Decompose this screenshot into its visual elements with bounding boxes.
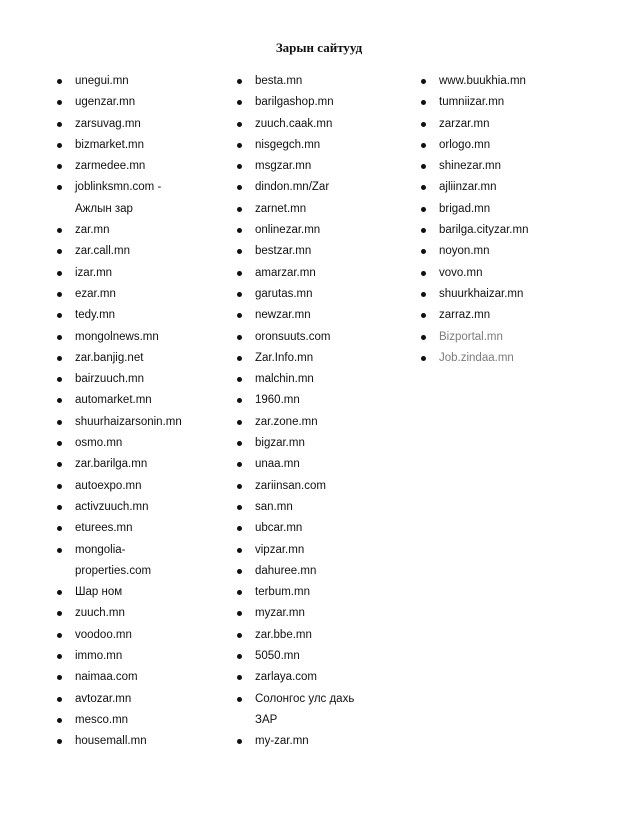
site-name: onlinezar.mn: [255, 224, 321, 237]
list-item: [57, 156, 182, 177]
bullet-icon: [237, 228, 242, 233]
list-item: [421, 92, 528, 113]
bullet-icon: [421, 185, 426, 190]
site-name: immo.mn: [75, 650, 123, 663]
list-item: [421, 348, 528, 369]
site-name: zarnet.mn: [255, 202, 307, 215]
list-item: [237, 518, 354, 539]
bullet-icon: [57, 697, 62, 702]
bullet-icon: [237, 590, 242, 595]
bullet-icon: [421, 335, 426, 340]
site-name: bestzar.mn: [255, 245, 312, 258]
list-item: [57, 497, 182, 518]
site-name: oronsuuts.com: [255, 330, 331, 343]
bullet-icon: [57, 505, 62, 510]
list-item: [237, 412, 354, 433]
list-item: [237, 92, 354, 113]
list-item: [237, 433, 354, 454]
site-name: ЗАР: [255, 713, 278, 726]
list-item: [421, 220, 528, 241]
bullet-icon: [57, 398, 62, 403]
site-name: ezar.mn: [75, 287, 116, 300]
list-item: [421, 305, 528, 326]
site-name: dahuree.mn: [255, 564, 317, 577]
site-name: www.buukhia.mn: [439, 75, 526, 87]
site-name: amarzar.mn: [255, 266, 316, 279]
bullet-icon: [237, 122, 242, 127]
site-name: zar.barilga.mn: [75, 458, 148, 471]
list-item: [57, 710, 182, 731]
list-item: [237, 497, 354, 518]
bullet-icon: [237, 249, 242, 254]
bullet-icon: [57, 739, 62, 744]
site-name: msgzar.mn: [255, 160, 312, 173]
site-name: properties.com: [75, 564, 152, 577]
bullet-icon: [421, 249, 426, 254]
site-name: Bizportal.mn: [439, 330, 503, 343]
bullet-icon: [237, 185, 242, 190]
bullet-icon: [421, 164, 426, 169]
site-name: zarraz.mn: [439, 309, 491, 322]
site-name: Солонгос улс дахь: [255, 692, 355, 705]
list-item: [57, 390, 182, 411]
bullet-icon: [57, 292, 62, 297]
site-name: vipzar.mn: [255, 543, 305, 556]
list-item: [421, 199, 528, 220]
site-list-column-3: [421, 71, 528, 369]
site-name: activzuuch.mn: [75, 500, 149, 513]
list-item: [237, 390, 354, 411]
bullet-icon: [237, 484, 242, 489]
bullet-icon: [57, 718, 62, 723]
list-item: [237, 625, 354, 646]
site-name: zarmedee.mn: [75, 160, 146, 173]
list-item: [57, 731, 182, 752]
site-name: zuuch.mn: [75, 607, 125, 620]
list-item: [237, 220, 354, 241]
list-item: [237, 369, 354, 390]
bullet-icon: [57, 633, 62, 638]
site-name: voodoo.mn: [75, 628, 132, 641]
site-name: myzar.mn: [255, 607, 305, 620]
site-name: garutas.mn: [255, 287, 313, 300]
bullet-icon: [237, 420, 242, 425]
bullet-icon: [237, 526, 242, 531]
bullet-icon: [421, 207, 426, 212]
site-name: zariinsan.com: [255, 479, 326, 492]
bullet-icon: [57, 654, 62, 659]
list-item: [57, 582, 182, 603]
site-name: housemall.mn: [75, 735, 147, 748]
site-name: barilga.cityzar.mn: [439, 224, 529, 237]
list-item: [57, 135, 182, 156]
site-name: zarsuvag.mn: [75, 117, 141, 130]
list-item: [57, 433, 182, 454]
site-name: vovo.mn: [439, 266, 483, 279]
site-name: brigad.mn: [439, 202, 491, 215]
list-item: [237, 135, 354, 156]
site-name: automarket.mn: [75, 394, 152, 407]
bullet-icon: [57, 377, 62, 382]
bullet-icon: [237, 398, 242, 403]
site-name: eturees.mn: [75, 522, 133, 535]
site-name: autoexpo.mn: [75, 479, 142, 492]
list-item: [421, 156, 528, 177]
list-item: [237, 667, 354, 688]
bullet-icon: [237, 164, 242, 169]
bullet-icon: [237, 356, 242, 361]
site-name: bizmarket.mn: [75, 138, 145, 151]
list-item: [237, 731, 354, 752]
list-item: [57, 263, 182, 284]
bullet-icon: [57, 548, 62, 553]
list-item: [57, 625, 182, 646]
list-item: [237, 199, 354, 220]
site-name: dindon.mn/Zar: [255, 181, 330, 194]
site-name: zar.zone.mn: [255, 415, 318, 428]
site-list-column-1: [57, 71, 182, 753]
bullet-icon: [57, 122, 62, 127]
list-item: [57, 114, 182, 135]
bullet-icon: [237, 377, 242, 382]
list-item: [57, 646, 182, 667]
bullet-icon: [237, 292, 242, 297]
list-item: [237, 646, 354, 667]
site-name: bigzar.mn: [255, 437, 305, 450]
bullet-icon: [57, 185, 62, 190]
site-name: malchin.mn: [255, 373, 314, 386]
site-name: Ажлын зар: [75, 202, 133, 215]
bullet-icon: [57, 420, 62, 425]
list-item: [57, 476, 182, 497]
bullet-icon: [57, 79, 62, 84]
site-name: terbum.mn: [255, 586, 310, 599]
list-item: [237, 582, 354, 603]
list-item: [57, 305, 182, 326]
site-name: tedy.mn: [75, 309, 116, 322]
site-name: ugenzar.mn: [75, 96, 136, 109]
list-item: [237, 603, 354, 624]
bullet-icon: [237, 100, 242, 105]
bullet-icon: [57, 526, 62, 531]
list-item: [57, 327, 182, 348]
bullet-icon: [237, 548, 242, 553]
bullet-icon: [57, 164, 62, 169]
bullet-icon: [57, 356, 62, 361]
bullet-icon: [421, 143, 426, 148]
list-item-continuation: [57, 199, 182, 220]
list-item: [237, 327, 354, 348]
bullet-icon: [57, 313, 62, 318]
bullet-icon: [57, 335, 62, 340]
list-item: [57, 348, 182, 369]
site-name: zarlaya.com: [255, 671, 317, 684]
site-name: zar.call.mn: [75, 245, 130, 258]
site-name: my-zar.mn: [255, 735, 309, 748]
site-name: Шар ном: [75, 586, 123, 599]
list-item: [421, 135, 528, 156]
bullet-icon: [237, 271, 242, 276]
list-item-continuation: [237, 710, 354, 731]
site-name: zarzar.mn: [439, 117, 490, 130]
list-item: [421, 71, 528, 92]
list-item: [57, 518, 182, 539]
bullet-icon: [57, 611, 62, 616]
site-name: ubcar.mn: [255, 522, 303, 535]
bullet-icon: [57, 249, 62, 254]
list-item: [237, 263, 354, 284]
bullet-icon: [57, 675, 62, 680]
bullet-icon: [237, 633, 242, 638]
site-name: ajliinzar.mn: [439, 181, 497, 194]
site-name: orlogo.mn: [439, 138, 491, 151]
bullet-icon: [421, 356, 426, 361]
bullet-icon: [421, 100, 426, 105]
site-name: naimaa.com: [75, 671, 138, 684]
list-item: [421, 327, 528, 348]
list-item: [57, 454, 182, 475]
site-name: nisgegch.mn: [255, 138, 321, 151]
bullet-icon: [57, 228, 62, 233]
list-item: [421, 177, 528, 198]
site-name: noyon.mn: [439, 245, 490, 258]
site-name: Job.zindaa.mn: [439, 351, 514, 364]
list-item: [57, 220, 182, 241]
site-name: 1960.mn: [255, 394, 300, 407]
bullet-icon: [421, 271, 426, 276]
list-item: [237, 689, 354, 710]
site-name: izar.mn: [75, 266, 113, 279]
bullet-icon: [237, 441, 242, 446]
bullet-icon: [421, 122, 426, 127]
list-item: [421, 263, 528, 284]
list-item: [237, 114, 354, 135]
site-name: zar.banjig.net: [75, 351, 144, 364]
bullet-icon: [237, 739, 242, 744]
list-item: [237, 561, 354, 582]
site-name: unaa.mn: [255, 458, 300, 471]
site-list-column-2: [237, 71, 354, 753]
list-item: [57, 369, 182, 390]
bullet-icon: [237, 697, 242, 702]
bullet-icon: [57, 462, 62, 467]
bullet-icon: [237, 462, 242, 467]
list-item: [57, 284, 182, 305]
list-item: [237, 156, 354, 177]
bullet-icon: [421, 292, 426, 297]
site-name: 5050.mn: [255, 650, 300, 663]
site-name: joblinksmn.com -: [75, 181, 162, 194]
list-item-continuation: [57, 561, 182, 582]
site-name: san.mn: [255, 500, 293, 513]
site-name: newzar.mn: [255, 309, 311, 322]
list-item: [57, 412, 182, 433]
page-title: Зарын сайтууд: [275, 40, 363, 55]
bullet-icon: [237, 611, 242, 616]
list-item: [57, 689, 182, 710]
list-item: [237, 284, 354, 305]
list-item: [237, 348, 354, 369]
bullet-icon: [237, 654, 242, 659]
bullet-icon: [237, 675, 242, 680]
list-item: [57, 71, 182, 92]
list-item: [57, 177, 182, 198]
site-name: zuuch.caak.mn: [255, 117, 333, 130]
list-item: [237, 177, 354, 198]
bullet-icon: [237, 335, 242, 340]
site-name: shuurkhaizar.mn: [439, 287, 524, 300]
list-item: [237, 305, 354, 326]
site-name: zar.mn: [75, 224, 110, 237]
bullet-icon: [57, 100, 62, 105]
site-name: tumniizar.mn: [439, 96, 505, 109]
bullet-icon: [237, 207, 242, 212]
bullet-icon: [237, 79, 242, 84]
list-item: [237, 71, 354, 92]
site-name: bairzuuch.mn: [75, 373, 145, 386]
list-item: [421, 241, 528, 262]
bullet-icon: [57, 441, 62, 446]
list-item: [57, 540, 182, 561]
site-name: Zar.Info.mn: [255, 351, 314, 364]
list-item: [237, 454, 354, 475]
list-item: [421, 284, 528, 305]
list-item: [57, 667, 182, 688]
list-item: [421, 114, 528, 135]
site-name: zar.bbe.mn: [255, 628, 312, 641]
bullet-icon: [421, 228, 426, 233]
site-name: besta.mn: [255, 75, 303, 87]
bullet-icon: [237, 313, 242, 318]
site-name: unegui.mn: [75, 75, 129, 87]
bullet-icon: [57, 590, 62, 595]
bullet-icon: [57, 271, 62, 276]
bullet-icon: [421, 313, 426, 318]
site-name: osmo.mn: [75, 437, 123, 450]
list-item: [237, 476, 354, 497]
site-name: shinezar.mn: [439, 160, 502, 173]
list-item: [237, 540, 354, 561]
site-name: mesco.mn: [75, 713, 129, 726]
bullet-icon: [57, 484, 62, 489]
list-item: [57, 92, 182, 113]
bullet-icon: [57, 143, 62, 148]
bullet-icon: [237, 569, 242, 574]
list-item: [57, 603, 182, 624]
site-name: shuurhaizarsonin.mn: [75, 415, 182, 428]
site-name: barilgashop.mn: [255, 96, 334, 109]
bullet-icon: [237, 143, 242, 148]
bullet-icon: [237, 505, 242, 510]
list-item: [57, 241, 182, 262]
site-name: avtozar.mn: [75, 692, 132, 705]
list-item: [237, 241, 354, 262]
site-name: mongolia-: [75, 543, 126, 556]
site-name: mongolnews.mn: [75, 330, 159, 343]
bullet-icon: [421, 79, 426, 84]
